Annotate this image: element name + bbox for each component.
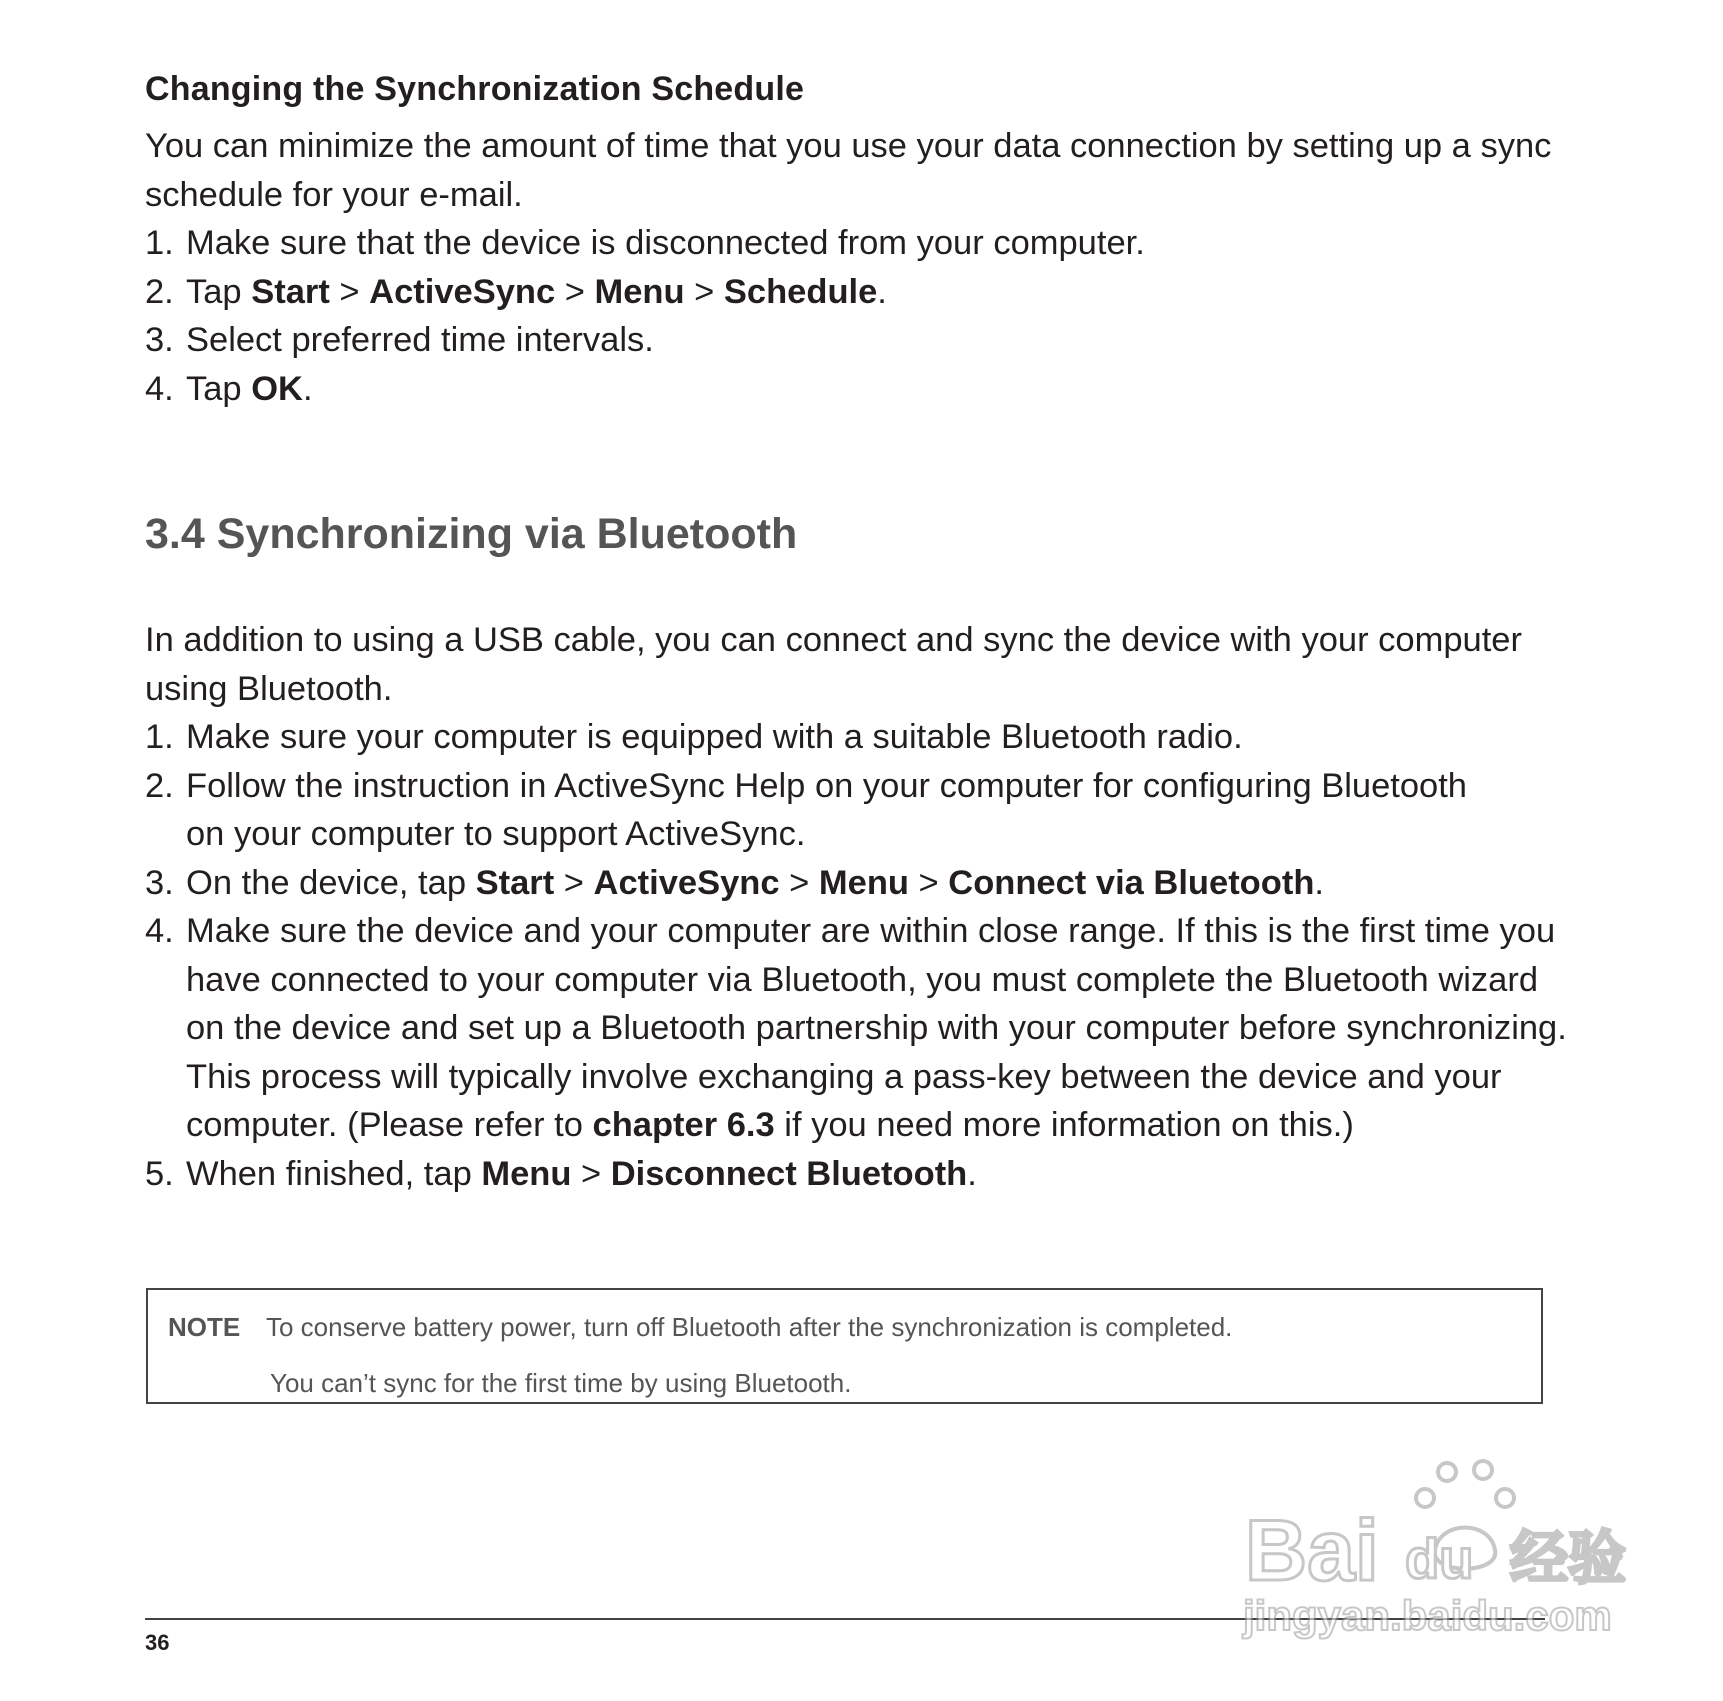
svg-text:经验: 经验 (1510, 1524, 1627, 1592)
note-text: To conserve battery power, turn off Bluetooth after the synchronization is completed. (266, 1312, 1233, 1342)
sync-schedule-intro: You can minimize the amount of time that you use your data connection by setting up a sync schedule for your e-mail. (145, 127, 1552, 214)
note-label: NOTE (168, 1312, 241, 1342)
list-item: 5. When finished, tap Menu > Disconnect Bluetooth. (145, 1154, 977, 1193)
note-text: You can’t sync for the first time by using Bluetooth. (270, 1368, 852, 1398)
list-item: 2. Follow the instruction in ActiveSync Help on your computer for configuring Bluetooth on your computer to support ActiveSync. (145, 766, 1467, 853)
sync-schedule-body (145, 122, 1565, 413)
note-box (146, 1288, 1543, 1404)
list-item: 3. Select preferred time intervals. (145, 321, 654, 359)
list-item: 3. On the device, tap Start > ActiveSync > Menu > Connect via Bluetooth. (145, 863, 1324, 902)
sync-schedule-steps (145, 219, 1565, 413)
bluetooth-body (145, 616, 1565, 1198)
list-item: 2. Tap Start > ActiveSync > Menu > Schedule. (145, 272, 887, 311)
list-item: 4. Tap OK. (145, 369, 313, 408)
subsection-heading: Changing the Synchronization Schedule (145, 70, 805, 108)
list-item: 1. Make sure your computer is equipped with a suitable Bluetooth radio. (145, 718, 1243, 756)
baidu-watermark-logo (1225, 1450, 1645, 1660)
page-number: 36 (145, 1630, 170, 1655)
svg-text:du: du (1405, 1527, 1474, 1590)
list-item: 1. Make sure that the device is disconnected from your computer. (145, 224, 1145, 262)
bluetooth-intro: In addition to using a USB cable, you can connect and sync the device with your computer using Bluetooth. (145, 621, 1522, 708)
list-item: 4. Make sure the device and your computer are within close range. If this is the first time you have connected to your computer via Bluetooth, you must complete the Bluetooth wizard on the device and set up a Bluetooth partnership with your computer before synchronizing. This process will typically involve exchanging a pass-key between the device and your computer. (Please refer to chapter 6.3 if you need more information on this.) (145, 912, 1567, 1144)
bluetooth-steps (145, 713, 1565, 1198)
watermark-url: jingyan.baidu.com (1243, 1592, 1612, 1639)
svg-text:Bai: Bai (1245, 1503, 1379, 1599)
section-title: 3.4 Synchronizing via Bluetooth (145, 510, 798, 558)
